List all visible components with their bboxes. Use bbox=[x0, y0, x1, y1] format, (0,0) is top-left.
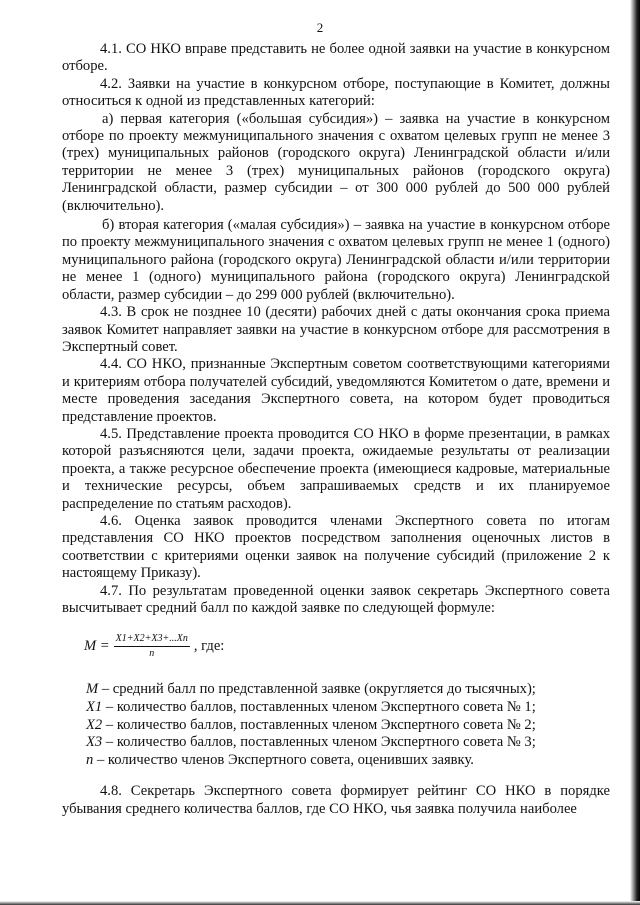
definition-symbol: M bbox=[86, 681, 99, 698]
paragraph-4-4: 4.4. СО НКО, признанные Экспертным советом соответствующими категориями и критериям отбора получателей субсидий, уведомляются Комитетом о дате, времени и месте проведения заседания Экспертного совета, на котором будет проводиться представление проектов. bbox=[62, 356, 610, 425]
definition-item bbox=[86, 717, 610, 735]
formula-fraction bbox=[114, 633, 190, 660]
definition-symbol: n bbox=[86, 751, 94, 768]
definition-item bbox=[86, 734, 610, 752]
page-number: 2 bbox=[316, 20, 324, 35]
paragraph-4-2: 4.2. Заявки на участие в конкурсном отборе, поступающие в Комитет, должны относиться к одной из представленных категорий: bbox=[62, 75, 610, 110]
definition-item bbox=[86, 681, 610, 699]
paragraph-4-6: 4.6. Оценка заявок проводится членами Экспертного совета по итогам представления СО НКО проектов посредством заполнения оценочных листов в соответствии с критериями оценки заявок на получение субсидий (приложение 2 к настоящему Приказу). bbox=[62, 512, 610, 582]
paragraph-4-1: 4.1. СО НКО вправе представить не более одной заявки на участие в конкурсном отборе. bbox=[62, 41, 610, 75]
formula-numerator: X1+X2+X3+...Xn bbox=[114, 633, 190, 647]
definition-symbol: X3 bbox=[86, 734, 103, 751]
paragraph-4-2-b: б) вторая категория («малая субсидия») – заявка на участие в конкурсном отборе по проекту межмуниципального значения с охватом целевых групп не менее 1 (одного) муниципального района (городского округа) Ленинградской области и/или территории не менее 1 (одного) муниципального района (городского округа) Ленинградской области, размер субсидии – до 299 000 рублей (включительно). bbox=[62, 217, 610, 303]
paragraph-4-7: 4.7. По результатам проведенной оценки заявок секретарь Экспертного совета высчитывает средний балл по каждой заявке по следующей формуле: bbox=[62, 582, 610, 616]
paragraph-4-2-a: а) первая категория («большая субсидия») – заявка на участие в конкурсном отборе по проекту межмуниципального значения с охватом целевых групп не менее 3 (трех) муниципальных районов (городского округа) Ленинградской области и/или территории не менее 3 (трех) муниципальных районов (городского округа) Ленинградской области, размер субсидии – от 300 000 рублей до 500 000 рублей (включительно). bbox=[62, 110, 610, 214]
definition-symbol: X2 bbox=[86, 716, 103, 733]
definition-text: – количество членов Экспертного совета, оценивших заявку. bbox=[93, 751, 474, 768]
formula-suffix: , где: bbox=[193, 637, 225, 654]
definition-symbol: X1 bbox=[86, 699, 103, 715]
definition-text: – количество баллов, поставленных членом Экспертного совета № 2; bbox=[102, 716, 536, 733]
scan-edge-shadow bbox=[630, 0, 640, 905]
paragraph-4-8: 4.8. Секретарь Экспертного совета формирует рейтинг СО НКО в порядке убывания среднего количества баллов, где СО НКО, чья заявка получила наиболее bbox=[62, 783, 610, 817]
definition-text: – количество баллов, поставленных членом Экспертного совета № 3; bbox=[102, 734, 536, 751]
formula-lhs: M = bbox=[84, 637, 110, 654]
definition-text: – количество баллов, поставленных членом Экспертного совета № 1; bbox=[102, 699, 536, 715]
formula-denominator: n bbox=[149, 647, 155, 659]
scan-bottom-shadow bbox=[0, 901, 640, 905]
formula-definitions bbox=[86, 681, 610, 769]
average-score-formula bbox=[84, 627, 610, 665]
paragraph-4-5: 4.5. Представление проекта проводится СО НКО в форме презентации, в рамках которой разъясняются цели, задачи проекта, ожидаемые результаты от реализации проекта, а также ресурсное обеспечение проекта (имеющиеся кадровые, материальные и технические ресурсы, объем запрашиваемых средств и их планируемое распределение по статьям расходов). bbox=[62, 425, 610, 512]
definition-item bbox=[86, 699, 610, 717]
document-body bbox=[62, 41, 610, 818]
definition-text: – средний балл по представленной заявке (округляется до тысячных); bbox=[98, 681, 536, 698]
paragraph-4-3: 4.3. В срок не позднее 10 (десяти) рабочих дней с даты окончания срока приема заявок Комитет направляет заявки на участие в конкурсном отборе для рассмотрения в Экспертный совет. bbox=[62, 304, 610, 355]
definition-item bbox=[86, 752, 610, 770]
